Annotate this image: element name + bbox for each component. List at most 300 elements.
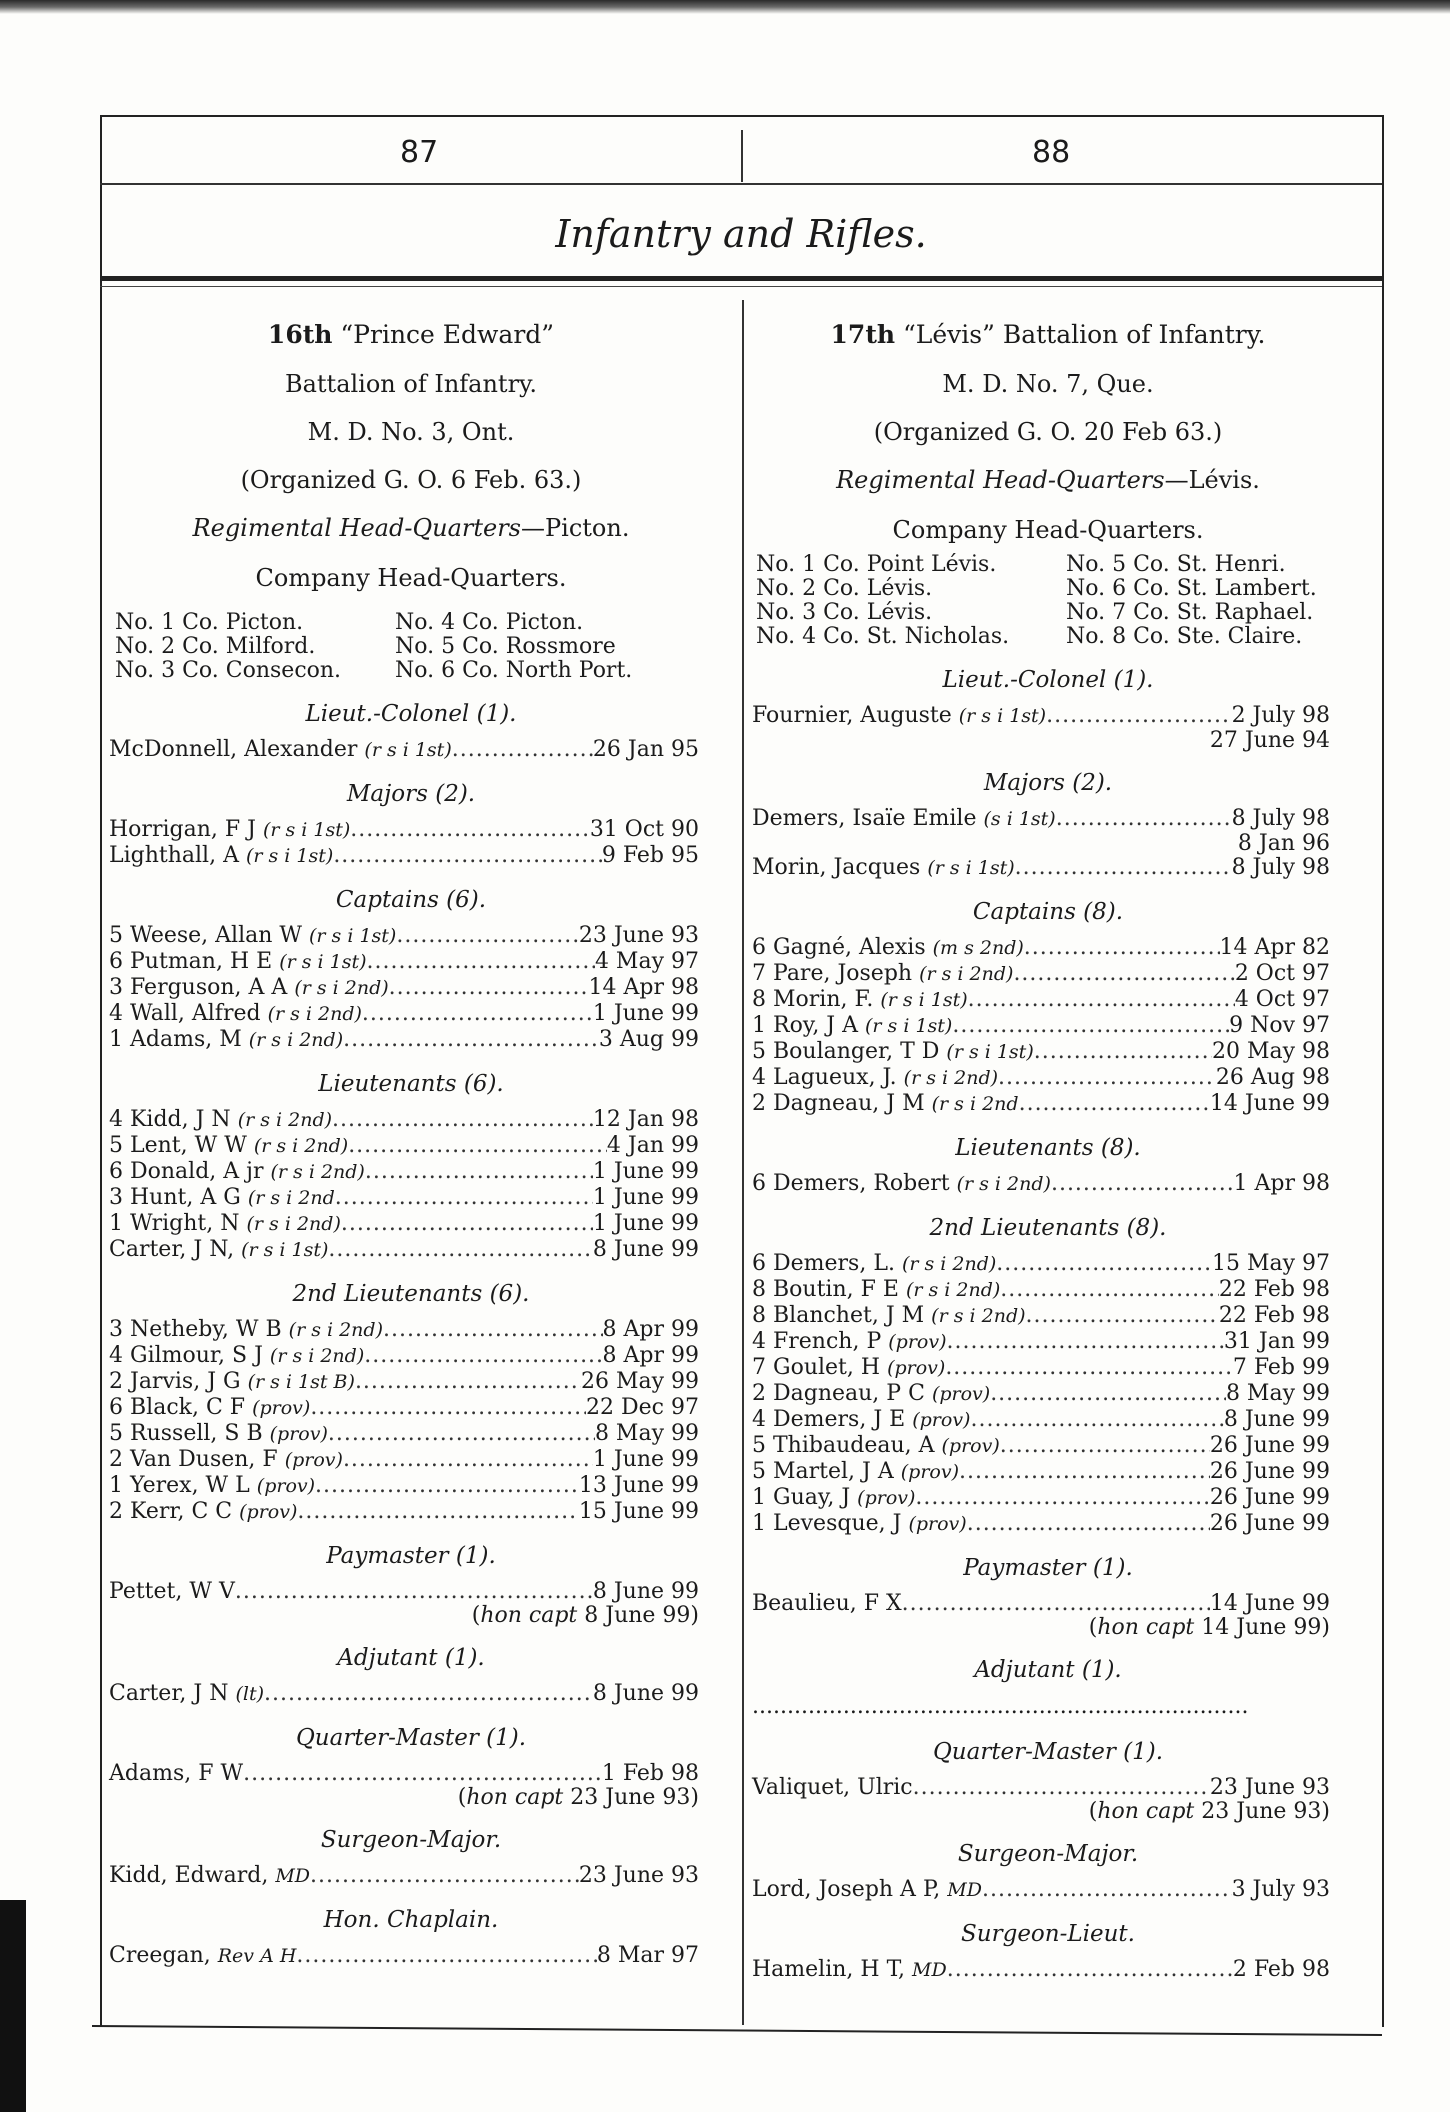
leader-dots (343, 1447, 593, 1473)
company-hq-heading: Company Head-Quarters. (892, 516, 1204, 544)
organized-order: (Organized G. O. 6 Feb. 63.) (240, 466, 582, 494)
commission-date: 26 June 99 (1209, 1459, 1330, 1484)
commission-date: 14 June 99 (1209, 1591, 1330, 1616)
qualification: (prov) (284, 1449, 343, 1471)
officer-surname: Levesque, J (773, 1511, 902, 1536)
officer-surname: Pare, Joseph (773, 961, 913, 986)
officer-entry (742, 1091, 1354, 1117)
officer-name (752, 1957, 947, 1983)
officer-name (109, 949, 367, 975)
qualification: (r s i 1st) (262, 819, 351, 841)
battalion-number: 17th (830, 320, 896, 349)
company-number: 5 (109, 1421, 123, 1446)
officer-surname: Demers, J E (773, 1407, 906, 1432)
rank-heading: Paymaster (1). (326, 1543, 496, 1569)
company-item: No. 3 Co. Lévis. (756, 600, 933, 625)
rank-heading: Quarter-Master (1). (932, 1739, 1164, 1765)
commission-date: 1 June 99 (592, 1185, 699, 1210)
commission-date: 2 Feb 98 (1232, 1957, 1330, 1982)
qualification: (r s i 1st B) (247, 1371, 355, 1393)
officer-surname: Roy, J A (773, 1013, 859, 1038)
scan-top-edge (0, 0, 1450, 14)
officer-surname: Pettet, W V (109, 1579, 235, 1604)
officer-entry (105, 923, 717, 949)
leader-dots (1000, 1433, 1210, 1459)
officer-entry (742, 1251, 1354, 1277)
officer-entry (742, 703, 1354, 729)
officer-entry (105, 1447, 717, 1473)
leader-dots (348, 1133, 607, 1159)
company-hq-heading: Company Head-Quarters. (255, 564, 567, 592)
leader-dots (1056, 806, 1232, 832)
officer-entry (105, 1027, 717, 1053)
commission-date: 8 Apr 99 (602, 1343, 699, 1368)
honorary-rank: hon capt (1097, 1799, 1195, 1824)
officer-entry (742, 1591, 1354, 1616)
commission-date: 20 May 98 (1211, 1039, 1330, 1064)
qualification: (s i 1st) (983, 808, 1056, 830)
leader-dots (383, 1317, 603, 1343)
leader-dots (452, 737, 593, 763)
officer-name (109, 1185, 335, 1211)
commission-date: 26 June 99 (1209, 1433, 1330, 1458)
officer-surname: Horrigan, F J (109, 817, 256, 842)
officer-surname: Kidd, J N (130, 1107, 231, 1132)
company-item: No. 4 Co. St. Nicholas. (756, 624, 1010, 649)
commission-date: 4 Jan 99 (606, 1133, 699, 1158)
qualification: (prov) (912, 1409, 971, 1431)
battalion-title (105, 318, 717, 351)
company-number: 7 (752, 961, 766, 986)
leader-dots (947, 1957, 1233, 1983)
company-number: 4 (752, 1329, 766, 1354)
officer-entry (105, 975, 717, 1001)
company-number: 4 (752, 1407, 766, 1432)
company-number: 1 (109, 1027, 123, 1052)
commission-date: 26 June 99 (1209, 1485, 1330, 1510)
officer-name (752, 935, 1024, 961)
company-item: No. 2 Co. Milford. (115, 634, 316, 659)
qualification: (prov) (900, 1461, 959, 1483)
leader-dots (341, 1211, 593, 1237)
company-number: 8 (752, 1303, 766, 1328)
company-number: 6 (752, 1251, 766, 1276)
rank-heading: Adjutant (1). (337, 1645, 485, 1671)
leader-dots (1046, 703, 1231, 729)
qualification: (r s i 2nd) (956, 1173, 1051, 1195)
officer-name (109, 975, 389, 1001)
rank-heading: Captains (6). (335, 887, 487, 913)
left-page-number: 87 (400, 135, 439, 170)
company-number: 2 (752, 1091, 766, 1116)
officer-surname: Lagueux, J. (773, 1065, 897, 1090)
officer-name (109, 1447, 343, 1473)
rank-heading: Majors (2). (346, 781, 476, 807)
leader-dots (310, 1863, 579, 1889)
officer-name (109, 1579, 235, 1604)
officer-sections (742, 665, 1354, 1983)
leader-dots (365, 1159, 593, 1185)
rank-heading: Lieutenants (6). (318, 1071, 504, 1097)
leader-dots (947, 1329, 1224, 1355)
officer-entry (105, 1681, 717, 1707)
leader-dots (350, 817, 590, 843)
commission-date: 26 Aug 98 (1215, 1065, 1330, 1090)
officer-entry (742, 1355, 1354, 1381)
commission-date: 15 May 97 (1211, 1251, 1330, 1276)
qualification: (r s i 2nd (931, 1093, 1019, 1115)
officer-surname: Adams, F W (109, 1761, 244, 1786)
officer-entry (105, 1943, 717, 1969)
company-number: 6 (109, 1159, 123, 1184)
company-number: 4 (109, 1001, 123, 1026)
qualification: (r s i 2nd) (246, 1213, 341, 1235)
officer-name (109, 1133, 348, 1159)
officer-name (752, 1459, 959, 1485)
commission-date: 14 June 99 (1209, 1091, 1330, 1116)
qualification: (r s i 2nd) (905, 1279, 1001, 1301)
officer-entry (742, 806, 1354, 832)
officer-name (109, 1107, 332, 1133)
company-list (105, 611, 717, 683)
officer-surname: Dagneau, P C (773, 1381, 925, 1406)
officer-name (109, 1499, 297, 1525)
secondary-date-value: 23 June 93) (1194, 1799, 1330, 1824)
commission-date: 26 Jan 95 (592, 737, 699, 762)
officer-surname: Martel, J A (773, 1459, 894, 1484)
officer-name (109, 1863, 310, 1889)
leader-dots (998, 1065, 1216, 1091)
officer-surname: Lord, Joseph A P, (752, 1877, 941, 1902)
company-number: 3 (109, 1317, 123, 1342)
officer-entry (742, 1407, 1354, 1433)
commission-date: 8 May 99 (1225, 1381, 1330, 1406)
officer-name (109, 1943, 296, 1969)
commission-date: 22 Feb 98 (1218, 1303, 1330, 1328)
officer-name (109, 1237, 328, 1263)
leader-dots (959, 1459, 1210, 1485)
officer-entry (105, 1211, 717, 1237)
officer-surname: Netheby, W B (130, 1317, 282, 1342)
honorary-rank: hon capt (466, 1785, 564, 1810)
officer-surname: Gilmour, S J (130, 1343, 263, 1368)
leader-dots (902, 1591, 1210, 1616)
rank-heading: Lieut.-Colonel (1). (942, 667, 1154, 693)
officer-surname: Ferguson, A A (130, 975, 288, 1000)
commission-date: 8 Apr 99 (602, 1317, 699, 1342)
officer-name (109, 1369, 355, 1395)
leader-dots (367, 949, 595, 975)
commission-date: 8 June 99 (592, 1681, 699, 1706)
officer-entry (105, 1369, 717, 1395)
officer-name (109, 1395, 310, 1421)
officer-surname: Adams, M (130, 1027, 242, 1052)
officer-name (752, 1251, 996, 1277)
rhq-place: —Picton. (521, 514, 630, 542)
commission-date: 23 June 93 (1209, 1775, 1330, 1800)
secondary-date: (hon capt 23 June 93) (457, 1785, 699, 1810)
leader-dots (333, 843, 602, 869)
officer-entry (105, 1107, 717, 1133)
commission-date: 8 July 98 (1231, 855, 1330, 880)
secondary-date-value: 27 June 94 (1209, 728, 1330, 753)
commission-date: 1 Apr 98 (1233, 1171, 1330, 1196)
qualification: (prov) (941, 1435, 1000, 1457)
officer-name (752, 987, 968, 1013)
officer-entry (742, 1775, 1354, 1800)
company-item: No. 2 Co. Lévis. (756, 576, 933, 601)
military-district: M. D. No. 7, Que. (942, 370, 1154, 398)
regimental-headquarters (742, 465, 1354, 495)
rank-heading: Lieutenants (8). (955, 1135, 1141, 1161)
officer-surname: Blanchet, J M (773, 1303, 925, 1328)
leader-dots (235, 1579, 593, 1604)
company-number: 3 (109, 1185, 123, 1210)
officer-name (752, 1329, 947, 1355)
company-number: 1 (752, 1013, 766, 1038)
officer-entry (742, 1433, 1354, 1459)
leader-dots (970, 1407, 1223, 1433)
company-item: No. 4 Co. Picton. (395, 610, 584, 635)
qualification: (prov) (931, 1383, 991, 1405)
military-district: M. D. No. 3, Ont. (307, 418, 515, 446)
officer-name (109, 1761, 243, 1786)
rank-heading: Hon. Chaplain. (323, 1907, 499, 1933)
honorary-rank: hon capt (1097, 1615, 1195, 1640)
officer-name (109, 1001, 362, 1027)
company-number: 1 (109, 1473, 123, 1498)
officer-surname: Beaulieu, F X (752, 1591, 902, 1616)
qualification: (r s i 1st) (880, 989, 968, 1011)
leader-dots (967, 1511, 1210, 1537)
officer-entry (742, 935, 1354, 961)
rank-heading: Surgeon-Major. (957, 1841, 1139, 1867)
leader-dots (396, 923, 579, 949)
officer-surname: Donald, A jr (130, 1159, 264, 1184)
company-number: 3 (109, 975, 123, 1000)
company-number: 5 (752, 1459, 766, 1484)
officer-surname: Morin, Jacques (752, 855, 921, 880)
secondary-date (742, 832, 1354, 855)
officer-entry (742, 1957, 1354, 1983)
officer-entry (742, 1459, 1354, 1485)
leader-dots (1019, 1091, 1210, 1117)
leader-dots (1000, 1277, 1219, 1303)
qualification: (prov) (888, 1331, 947, 1353)
qualification: Rev A H (217, 1945, 297, 1967)
leader-dots (389, 975, 589, 1001)
officer-surname: Fournier, Auguste (752, 703, 952, 728)
officer-surname: Valiquet, Ulric (752, 1775, 913, 1800)
officer-entry (105, 1343, 717, 1369)
qualification: (r s i 2nd) (919, 963, 1014, 985)
rank-heading: 2nd Lieutenants (6). (292, 1281, 530, 1307)
officer-surname: Jarvis, J G (130, 1369, 241, 1394)
qualification: (r s i 1st) (279, 951, 367, 973)
officer-name (109, 1211, 341, 1237)
leader-dots (1026, 1303, 1219, 1329)
commission-date: 14 Apr 98 (588, 975, 699, 1000)
qualification: (r s i 2nd) (248, 1029, 344, 1051)
header-rule (100, 183, 1382, 185)
company-number: 6 (109, 1395, 123, 1420)
qualification: (r s i 2nd) (294, 977, 389, 999)
qualification: (r s i 1st) (946, 1041, 1034, 1063)
officer-entry (105, 1863, 717, 1889)
commission-date: 1 June 99 (592, 1001, 699, 1026)
officer-surname: Lighthall, A (109, 843, 239, 868)
qualification: (lt) (235, 1683, 265, 1705)
officer-entry (742, 961, 1354, 987)
leader-dots (1024, 935, 1220, 961)
secondary-date: (hon capt 14 June 99) (1088, 1615, 1330, 1640)
qualification: (m s 2nd) (932, 937, 1024, 959)
commission-date: 23 June 93 (578, 923, 699, 948)
company-number: 1 (752, 1485, 766, 1510)
qualification: (r s i 2nd) (288, 1319, 383, 1341)
qualification: (r s i 2nd) (267, 1003, 362, 1025)
officer-name (109, 1027, 343, 1053)
honorary-rank: hon capt (480, 1603, 578, 1628)
officer-surname: Russell, S B (130, 1421, 263, 1446)
company-number: 6 (752, 1171, 766, 1196)
commission-date: 2 July 98 (1231, 703, 1330, 728)
officer-name (752, 1381, 990, 1407)
qualification: (prov) (887, 1357, 946, 1379)
officer-name (109, 737, 452, 763)
qualification: (r s i 2nd) (269, 1345, 365, 1367)
officer-name (752, 1277, 1000, 1303)
commission-date: 4 May 97 (594, 949, 699, 974)
commission-date: 8 June 99 (1223, 1407, 1330, 1432)
officer-surname: Morin, F. (773, 987, 874, 1012)
officer-surname: Hunt, A G (130, 1185, 241, 1210)
officer-entry (105, 1001, 717, 1027)
officer-surname: Lent, W W (130, 1133, 247, 1158)
officer-entry (105, 1185, 717, 1211)
secondary-date-value: 8 June 99) (577, 1603, 699, 1628)
scan-binding-shadow (0, 1900, 26, 2112)
officer-surname: Hamelin, H T, (752, 1957, 906, 1982)
officer-surname: Wall, Alfred (130, 1001, 261, 1026)
commission-date: 26 June 99 (1209, 1511, 1330, 1536)
officer-entry (105, 949, 717, 975)
officer-entry (742, 855, 1354, 881)
company-item: No. 6 Co. North Port. (395, 658, 633, 683)
commission-date: 8 May 99 (594, 1421, 699, 1446)
officer-entry (742, 1877, 1354, 1903)
company-list (742, 553, 1354, 649)
commission-date: 1 June 99 (592, 1211, 699, 1236)
commission-date: 13 June 99 (578, 1473, 699, 1498)
officer-name (752, 1171, 1051, 1197)
officer-name (752, 1485, 915, 1511)
officer-entry (105, 1473, 717, 1499)
officer-name (752, 1355, 945, 1381)
battalion-name: “Lévis” Battalion of Infantry. (903, 320, 1266, 349)
leader-dots (296, 1943, 596, 1969)
qualification: (r s i 2nd) (270, 1161, 365, 1183)
secondary-date: (hon capt 23 June 93) (1088, 1799, 1330, 1824)
rank-heading: Paymaster (1). (963, 1555, 1133, 1581)
officer-surname: Putman, H E (130, 949, 273, 974)
commission-date: 26 May 99 (580, 1369, 699, 1394)
leader-dots (1034, 1039, 1212, 1065)
officer-name (752, 1591, 902, 1616)
qualification: (r s i 2nd) (901, 1253, 997, 1275)
page-number-divider (741, 130, 743, 182)
officer-name (109, 1159, 365, 1185)
battalion-17th-column (742, 318, 1354, 1983)
company-item: No. 1 Co. Point Lévis. (756, 552, 997, 577)
qualification: (prov) (908, 1513, 967, 1535)
officer-surname: Demers, Robert (773, 1171, 950, 1196)
company-number: 1 (109, 1211, 123, 1236)
commission-date: 1 Feb 98 (601, 1761, 699, 1786)
officer-name (752, 855, 1015, 881)
commission-date: 12 Jan 98 (592, 1107, 699, 1132)
secondary-date-value: 14 June 99) (1194, 1615, 1330, 1640)
commission-date: 3 Aug 99 (598, 1027, 699, 1052)
company-number: 4 (109, 1343, 123, 1368)
officer-entry (742, 1171, 1354, 1197)
leader-dots (264, 1681, 593, 1707)
company-number: 8 (752, 1277, 766, 1302)
officer-name (752, 1775, 913, 1800)
company-number: 2 (109, 1499, 123, 1524)
commission-date: 9 Nov 97 (1229, 1013, 1330, 1038)
leader-dots (996, 1251, 1212, 1277)
officer-surname: McDonnell, Alexander (109, 737, 358, 762)
vacant-entry: ....................................................................... (752, 1694, 1249, 1719)
leader-dots (335, 1185, 593, 1211)
officer-entry (742, 987, 1354, 1013)
company-number: 4 (109, 1107, 123, 1132)
leader-dots (328, 1421, 595, 1447)
leader-dots (952, 1013, 1229, 1039)
company-number: 5 (109, 923, 123, 948)
officer-surname: Demers, L. (773, 1251, 895, 1276)
company-item: No. 6 Co. St. Lambert. (1066, 576, 1317, 601)
rank-heading: Lieut.-Colonel (1). (305, 701, 517, 727)
battalion-number: 16th (267, 320, 333, 349)
officer-surname: Boutin, F E (773, 1277, 899, 1302)
officer-entry (105, 1317, 717, 1343)
officer-name (752, 703, 1046, 729)
commission-date: 1 June 99 (592, 1159, 699, 1184)
commission-date: 22 Dec 97 (586, 1395, 699, 1420)
company-number: 5 (109, 1133, 123, 1158)
leader-dots (297, 1499, 578, 1525)
leader-dots (332, 1107, 593, 1133)
qualification: (prov) (239, 1501, 298, 1523)
officer-surname: Guay, J (773, 1485, 851, 1510)
company-item: No. 5 Co. St. Henri. (1066, 552, 1286, 577)
commission-date: 31 Jan 99 (1223, 1329, 1330, 1354)
officer-entry (742, 1065, 1354, 1091)
battalion-subtitle: Battalion of Infantry. (284, 370, 538, 398)
officer-name (109, 1317, 383, 1343)
officer-surname: Demers, Isaïe Emile (752, 806, 977, 831)
officer-entry (742, 1013, 1354, 1039)
qualification: (r s i 1st) (927, 857, 1015, 879)
officer-entry (105, 817, 717, 843)
leader-dots (913, 1775, 1210, 1800)
officer-surname: Yerex, W L (130, 1473, 250, 1498)
commission-date: 1 June 99 (592, 1447, 699, 1472)
leader-dots (328, 1237, 592, 1263)
officer-name (752, 1039, 1034, 1065)
